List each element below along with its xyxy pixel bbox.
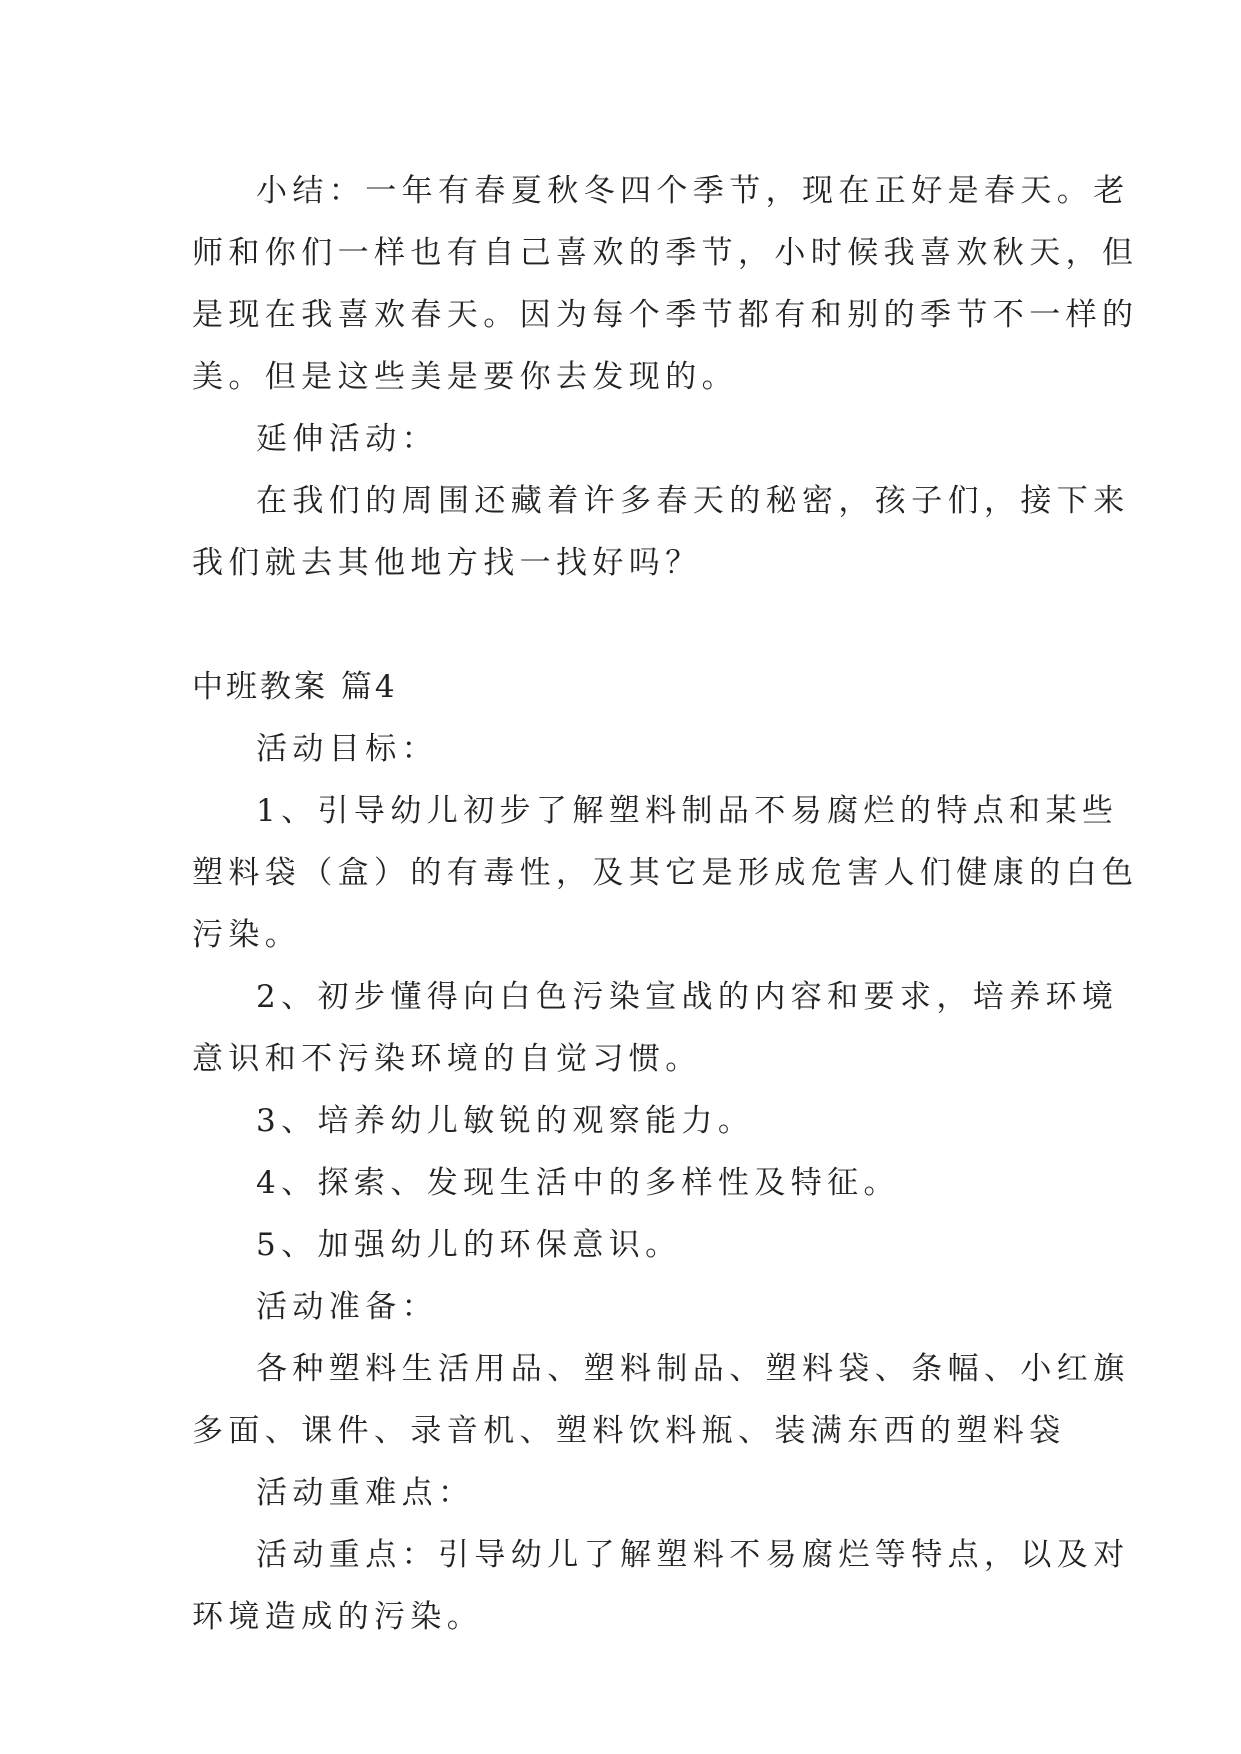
paragraph-line: 2、初步懂得向白色污染宣战的内容和要求，培养环境 [256,979,1119,1015]
paragraph-line: 环境造成的污染。 [192,1599,484,1635]
paragraph-line: 1、引导幼儿初步了解塑料制品不易腐烂的特点和某些 [256,793,1119,829]
paragraph-line: 小结：一年有春夏秋冬四个季节，现在正好是春天。老 [256,173,1130,209]
paragraph-line: 各种塑料生活用品、塑料制品、塑料袋、条幅、小红旗 [256,1351,1130,1387]
document-page [192,160,1139,1648]
paragraph-line: 是现在我喜欢春天。因为每个季节都有和别的季节不一样的 [192,297,1139,333]
paragraph-line: 意识和不污染环境的自觉习惯。 [192,1041,702,1077]
paragraph-line: 5、加强幼儿的环保意识。 [256,1227,682,1263]
paragraph-line: 4、探索、发现生活中的多样性及特征。 [256,1165,900,1201]
paragraph-line: 3、培养幼儿敏锐的观察能力。 [256,1103,755,1139]
paragraph-line: 污染。 [192,917,302,953]
paragraph-line: 师和你们一样也有自己喜欢的季节，小时候我喜欢秋天，但 [192,235,1139,271]
paragraph-line: 美。但是这些美是要你去发现的。 [192,359,738,395]
paragraph-line: 延伸活动： [256,421,438,457]
paragraph-line: 塑料袋（盒）的有毒性，及其它是形成危害人们健康的白色 [192,855,1139,891]
paragraph-line: 在我们的周围还藏着许多春天的秘密，孩子们，接下来 [256,483,1130,519]
paragraph-line: 我们就去其他地方找一找好吗？ [192,545,702,581]
paragraph-line: 活动重点：引导幼儿了解塑料不易腐烂等特点，以及对 [256,1537,1130,1573]
paragraph-line: 活动目标： [256,731,438,767]
paragraph-line: 活动重难点： [256,1475,475,1511]
paragraph-line: 多面、课件、录音机、塑料饮料瓶、装满东西的塑料袋 [192,1413,1066,1449]
section-heading: 中班教案 篇4 [192,669,398,705]
paragraph-line: 活动准备： [256,1289,438,1325]
